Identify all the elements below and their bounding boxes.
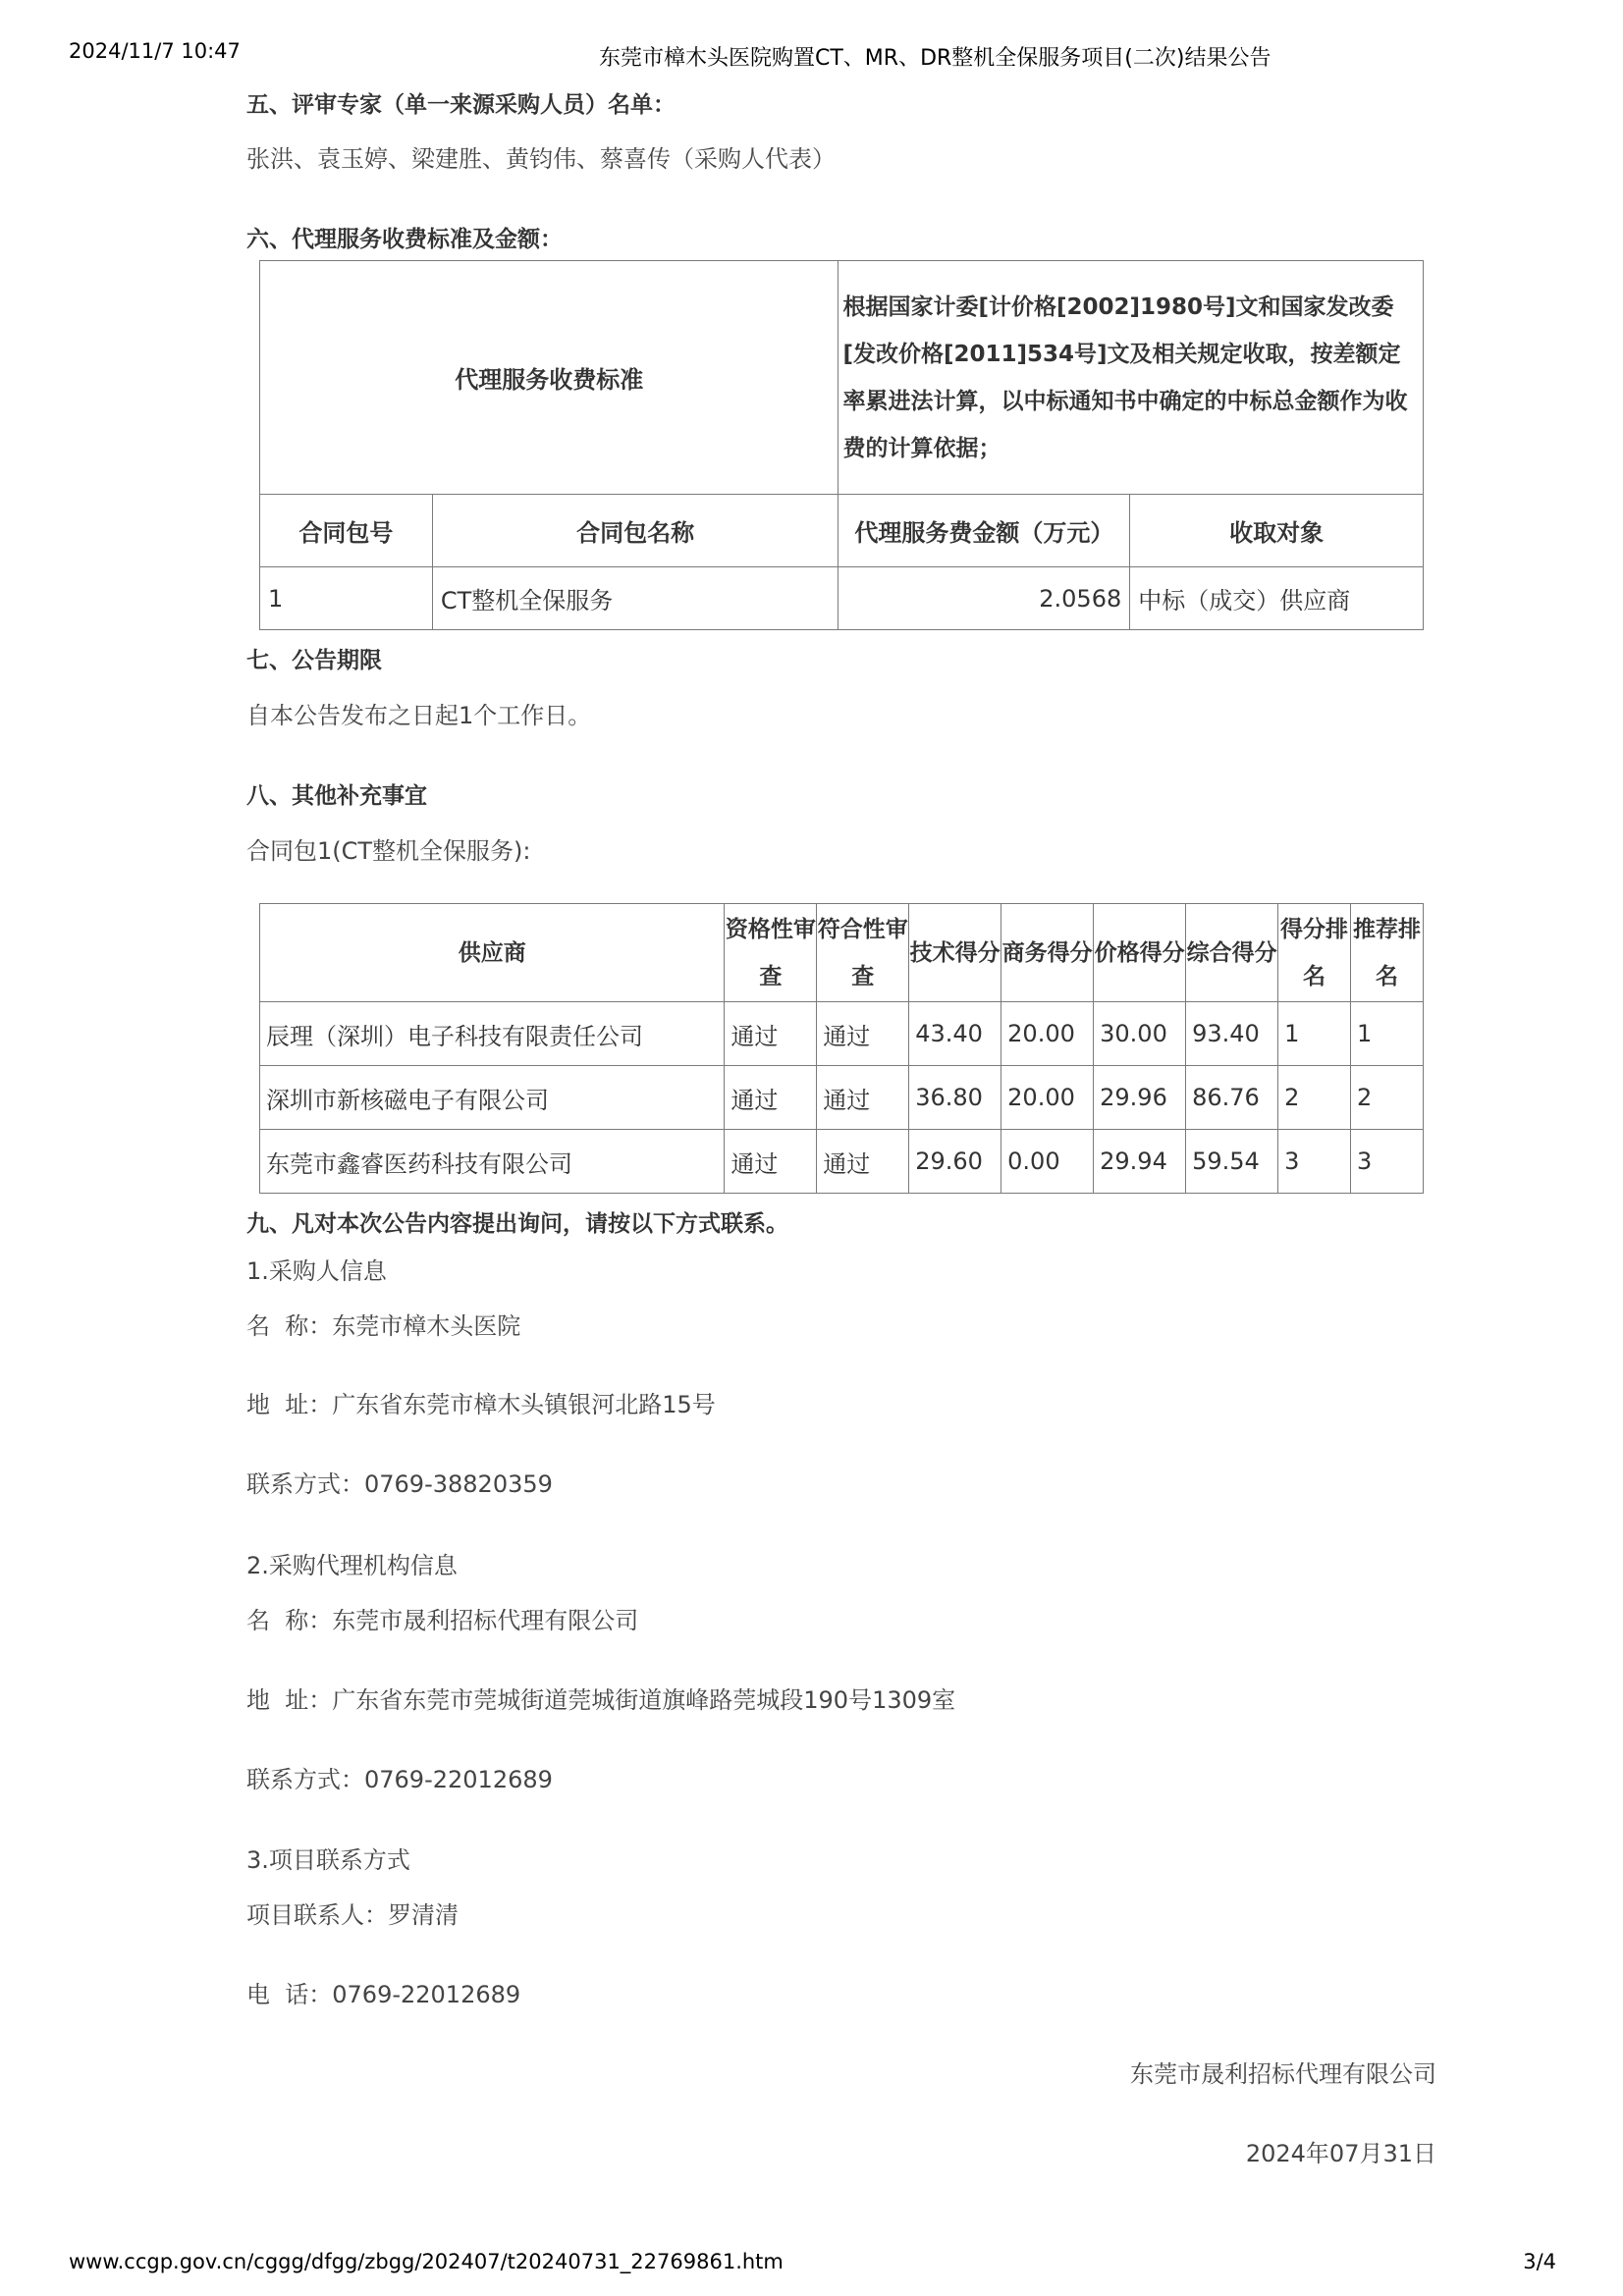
- recommend-rank: 1: [1350, 1002, 1423, 1066]
- section-9-heading: 九、凡对本次公告内容提出询问，请按以下方式联系。: [246, 1211, 788, 1237]
- commercial-score: 20.00: [1001, 1066, 1094, 1130]
- score-rank: 3: [1278, 1130, 1351, 1194]
- table-row: [260, 1002, 1424, 1066]
- signature-date: 2024年07月31日: [1245, 2140, 1436, 2167]
- technical-score: 36.80: [909, 1066, 1001, 1130]
- recommend-rank: 3: [1350, 1130, 1423, 1194]
- print-timestamp: 2024/11/7 10:47: [69, 39, 241, 63]
- signature-org: 东莞市晟利招标代理有限公司: [1130, 2060, 1436, 2088]
- agency-phone: 联系方式：0769-22012689: [246, 1766, 553, 1793]
- fee-cell-amount: 2.0568: [839, 567, 1130, 630]
- total-score: 86.76: [1186, 1066, 1278, 1130]
- fee-col-header: 合同包名称: [432, 495, 839, 567]
- fee-col-header: 收取对象: [1130, 495, 1424, 567]
- compliance-check: 通过: [817, 1130, 909, 1194]
- score-col-header: 资格性审查: [725, 904, 817, 1002]
- section-5-heading: 五、评审专家（单一来源采购人员）名单：: [246, 92, 676, 118]
- qualification-check: 通过: [725, 1130, 817, 1194]
- technical-score: 29.60: [909, 1130, 1001, 1194]
- section-7-heading: 七、公告期限: [246, 648, 382, 673]
- agency-info-title: 2.采购代理机构信息: [246, 1552, 458, 1579]
- print-header: [69, 39, 1554, 69]
- price-score: 30.00: [1094, 1002, 1186, 1066]
- commercial-score: 0.00: [1001, 1130, 1094, 1194]
- qualification-check: 通过: [725, 1066, 817, 1130]
- expert-list: 张洪、袁玉婷、梁建胜、黄钧伟、蔡喜传（采购人代表）: [246, 145, 836, 173]
- fee-standard-text: 根据国家计委[计价格[2002]1980号]文和国家发改委[发改价格[2011]534号]文及相关规定收取，按差额定率累进法计算，以中标通知书中确定的中标总金额作为收费的计算依据；: [839, 261, 1424, 495]
- score-rank: 1: [1278, 1002, 1351, 1066]
- commercial-score: 20.00: [1001, 1002, 1094, 1066]
- score-col-header: 技术得分: [909, 904, 1001, 1002]
- total-score: 93.40: [1186, 1002, 1278, 1066]
- score-rank: 2: [1278, 1066, 1351, 1130]
- announcement-period: 自本公告发布之日起1个工作日。: [246, 702, 592, 729]
- score-col-header: 符合性审查: [817, 904, 909, 1002]
- project-contact-person: 项目联系人：罗清清: [246, 1901, 459, 1929]
- purchaser-name: 名 称：东莞市樟木头医院: [246, 1312, 521, 1340]
- score-col-header: 推荐排名: [1350, 904, 1423, 1002]
- supplier-name: 辰理（深圳）电子科技有限责任公司: [260, 1002, 725, 1066]
- agency-address: 地 址：广东省东莞市莞城街道莞城街道旗峰路莞城段190号1309室: [246, 1686, 956, 1714]
- purchaser-phone: 联系方式：0769-38820359: [246, 1470, 553, 1498]
- print-footer: [69, 2250, 1556, 2279]
- price-score: 29.94: [1094, 1130, 1186, 1194]
- fee-col-header: 代理服务费金额（万元）: [839, 495, 1130, 567]
- supplier-name: 深圳市新核磁电子有限公司: [260, 1066, 725, 1130]
- supplier-name: 东莞市鑫睿医药科技有限公司: [260, 1130, 725, 1194]
- recommend-rank: 2: [1350, 1066, 1423, 1130]
- score-col-header: 得分排名: [1278, 904, 1351, 1002]
- print-page-number: 3/4: [1523, 2250, 1556, 2273]
- qualification-check: 通过: [725, 1002, 817, 1066]
- score-col-header: 供应商: [260, 904, 725, 1002]
- section-8-heading: 八、其他补充事宜: [246, 783, 427, 809]
- score-col-header: 商务得分: [1001, 904, 1094, 1002]
- total-score: 59.54: [1186, 1130, 1278, 1194]
- project-phone: 电 话：0769-22012689: [246, 1981, 521, 2008]
- score-col-header: 价格得分: [1094, 904, 1186, 1002]
- purchaser-info-title: 1.采购人信息: [246, 1257, 387, 1285]
- price-score: 29.96: [1094, 1066, 1186, 1130]
- print-page-title: 东莞市樟木头医院购置CT、MR、DR整机全保服务项目(二次)结果公告: [599, 46, 1271, 71]
- agency-fee-table: [259, 260, 1424, 630]
- score-col-header: 综合得分: [1186, 904, 1278, 1002]
- fee-standard-label: 代理服务收费标准: [260, 261, 839, 495]
- fee-col-header: 合同包号: [260, 495, 433, 567]
- fee-cell-package-name: CT整机全保服务: [432, 567, 839, 630]
- table-row: [260, 1066, 1424, 1130]
- section-6-heading: 六、代理服务收费标准及金额：: [246, 227, 563, 252]
- table-row: [260, 1130, 1424, 1194]
- purchaser-address: 地 址：广东省东莞市樟木头镇银河北路15号: [246, 1391, 716, 1418]
- compliance-check: 通过: [817, 1002, 909, 1066]
- technical-score: 43.40: [909, 1002, 1001, 1066]
- fee-cell-package-no: 1: [260, 567, 433, 630]
- fee-cell-payer: 中标（成交）供应商: [1130, 567, 1424, 630]
- package-label: 合同包1(CT整机全保服务):: [246, 837, 531, 865]
- supplier-score-table: [259, 903, 1424, 1194]
- project-contact-title: 3.项目联系方式: [246, 1846, 410, 1874]
- agency-name: 名 称：东莞市晟利招标代理有限公司: [246, 1607, 639, 1634]
- print-url: www.ccgp.gov.cn/cggg/dfgg/zbgg/202407/t20240731_22769861.htm: [69, 2250, 784, 2273]
- compliance-check: 通过: [817, 1066, 909, 1130]
- table-row: [260, 567, 1424, 630]
